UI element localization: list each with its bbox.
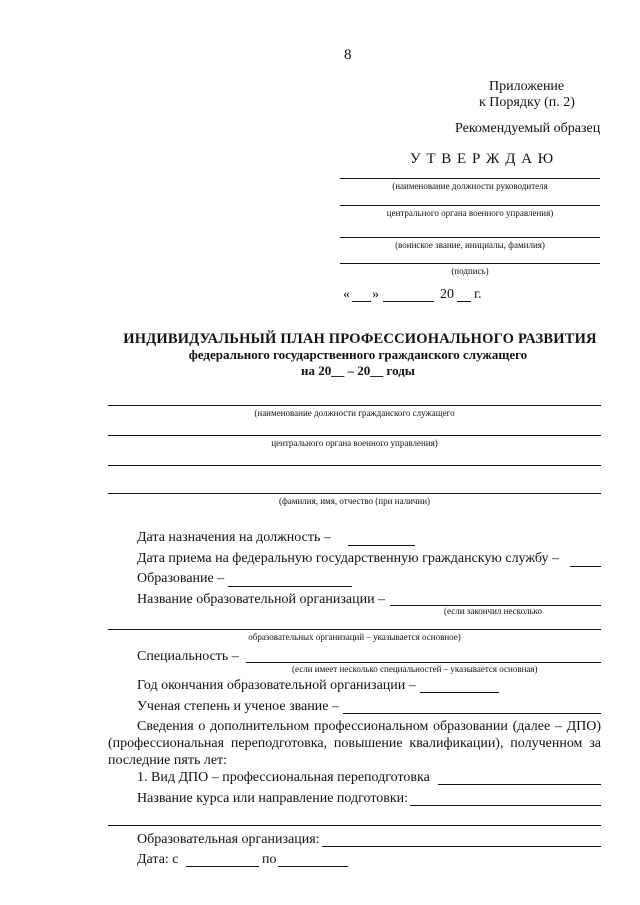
course-name-line-2[interactable] [108,825,601,826]
appendix-reference: к Порядку (п. 2) [479,95,575,110]
civil-service-date-line[interactable] [570,566,601,567]
education-label: Образование – [137,571,225,586]
appointment-date-label: Дата назначения на должность – [137,530,331,545]
approve-date-suffix: г. [474,287,482,302]
graduation-year-line[interactable] [420,692,499,693]
appendix-label: Приложение [489,79,565,94]
org-name-line-2[interactable] [108,629,601,630]
course-name-line[interactable] [410,805,601,806]
degree-label: Ученая степень и ученое звание – [137,699,339,714]
specialty-hint: (если имеет несколько специальностей – указывается основная) [292,664,538,674]
document-subtitle: федерального государственного гражданского служащего [188,347,528,362]
employee-line-3 [108,465,601,466]
approve-line-3 [340,237,600,238]
employee-line-2 [108,435,601,436]
civil-service-date-label: Дата приема на федеральную государственную гражданскую службу – [137,551,559,566]
approve-date-month-line [383,301,434,302]
approve-line-1 [340,178,600,179]
appointment-date-line[interactable] [348,545,415,546]
approve-caption-org: центрального органа военного управления) [386,208,554,218]
dpo-kind-label: 1. Вид ДПО – профессиональная переподготовка [137,770,430,785]
employee-caption-org: центрального органа военного управления) [271,438,438,448]
approve-date-close-quote: » [372,287,379,302]
document-period: на 20__ – 20__ годы [301,363,415,378]
approve-line-4 [340,263,600,264]
date-from-label: Дата: с [137,852,179,867]
graduation-year-label: Год окончания образовательной организации – [137,678,416,693]
degree-line[interactable] [343,713,601,714]
employee-line-4 [108,493,601,494]
education-line[interactable] [228,586,352,587]
approve-date-open-quote: « [343,287,350,302]
approve-line-2 [340,205,600,206]
approve-date-day-line [352,301,371,302]
approve-caption-position: (наименование должности руководителя [392,181,548,191]
dpo-paragraph: Сведения о дополнительном профессиональном образовании (далее – ДПО) (профессиональная переподготовка, повышение квалификации), полученном за последние пять лет: [108,719,601,768]
dpo-kind-line[interactable] [438,784,601,785]
course-name-label: Название курса или направление подготовки: [137,791,409,806]
org-name-hint: (если закончил несколько [444,606,542,616]
approve-date-year-line [457,301,471,302]
document-title: ИНДИВИДУАЛЬНЫЙ ПЛАН ПРОФЕССИОНАЛЬНОГО РАЗВИТИЯ [123,331,597,347]
org-name-hint-2: образовательных организаций – указывается основное) [248,632,461,642]
approve-date-year: 20 [440,287,454,302]
employee-caption-position: (наименование должности гражданского служащего [254,408,455,418]
education-org-label: Образовательная организация: [137,832,320,847]
recommended-sample-label: Рекомендуемый образец [455,121,601,136]
org-name-label: Название образовательной организации – [137,592,386,607]
specialty-label: Специальность – [137,649,239,664]
approve-caption-rank: (воинское звание, инициалы, фамилия) [395,240,545,250]
date-to-line[interactable] [278,866,348,867]
date-to-label: по [262,852,277,867]
approve-caption-signature: (подпись) [451,266,489,276]
approve-heading: У Т В Е Р Ж Д А Ю [410,151,555,167]
employee-line-1 [108,405,601,406]
employee-caption-name: (фамилия, имя, отчество (при наличии) [278,496,431,506]
education-org-line[interactable] [322,846,601,847]
date-from-line[interactable] [186,866,259,867]
specialty-line[interactable] [246,662,601,663]
page-number: 8 [344,47,352,63]
